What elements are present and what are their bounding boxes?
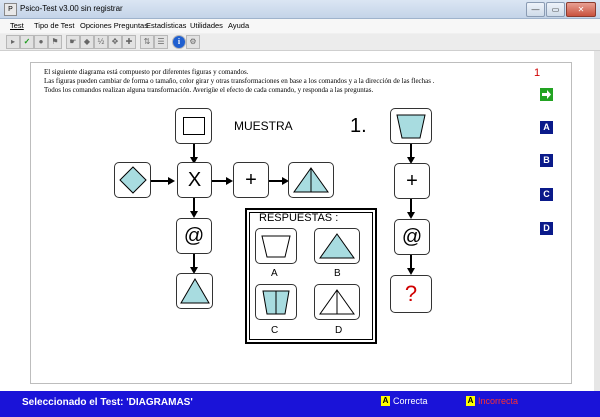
command-plus: + [406, 169, 418, 192]
menu-utilidades[interactable]: Utilidades [190, 21, 223, 30]
app-icon: P [4, 3, 17, 16]
split-triangle-shape [291, 165, 331, 195]
minimize-button[interactable]: — [526, 2, 545, 17]
instruction-line-3: Todos los comandos realizan alguna transformación. Averigüe el efecto de cada comando, y responda a las preguntas. [44, 86, 374, 94]
close-button[interactable]: ✕ [566, 2, 596, 17]
correct-legend-label: Correcta [393, 396, 428, 406]
toolbar [0, 34, 600, 51]
answer-d-label: D [335, 325, 343, 336]
unknown-symbol: ? [404, 281, 418, 306]
triangle-shape [179, 276, 211, 306]
instruction-line-2: Las figuras pueden cambiar de forma o tamaño, color girar y otras transformaciones en base a los comandos y a la dirección de las flechas . [44, 77, 435, 85]
problem-plus-box [394, 163, 430, 199]
command-at-box [176, 218, 212, 254]
list-icon[interactable]: ☰ [154, 35, 168, 49]
status-bar [0, 391, 600, 417]
split-trapezoid-shape [258, 287, 294, 317]
nav-button-d[interactable]: D [540, 222, 553, 235]
command-x-box [177, 162, 212, 198]
next-arrow-button[interactable] [540, 88, 553, 101]
answer-d-box[interactable] [314, 284, 360, 320]
problem-unknown-box [390, 275, 432, 313]
flag-icon[interactable]: ⚑ [48, 35, 62, 49]
answers-title: RESPUESTAS : [259, 212, 339, 224]
menu-estadisticas[interactable]: Estadísticas [146, 21, 187, 30]
info-icon[interactable]: i [172, 35, 186, 49]
start-icon[interactable]: ▸ [6, 35, 20, 49]
answer-b-box[interactable] [314, 228, 360, 264]
nav-button-a[interactable]: A [540, 121, 553, 134]
answer-c-label: C [271, 325, 279, 336]
nav-button-c[interactable]: C [540, 188, 553, 201]
correct-legend-icon: A [382, 396, 389, 405]
sort-icon[interactable]: ⇅ [140, 35, 154, 49]
fraction-icon[interactable]: ½ [94, 35, 108, 49]
problem-at-box [394, 219, 430, 255]
stop-icon[interactable]: ● [34, 35, 48, 49]
command-at: @ [401, 225, 423, 248]
command-plus: + [245, 168, 257, 191]
incorrect-legend-icon: A [467, 396, 474, 405]
menu-bar [0, 19, 600, 33]
triangle-shape [317, 231, 357, 261]
window-title: Psico-Test v3.00 sin registrar [20, 4, 123, 13]
menu-test[interactable]: Test [10, 21, 24, 30]
status-message: Seleccionado el Test: 'DIAGRAMAS' [22, 397, 193, 408]
answer-a-box[interactable] [255, 228, 297, 264]
menu-opciones-preguntas[interactable]: Opciones Preguntas [80, 21, 148, 30]
trapezoid-shape [393, 111, 429, 141]
nav-button-b[interactable]: B [540, 154, 553, 167]
problem-start-box [390, 108, 432, 144]
check-icon[interactable]: ✓ [20, 35, 34, 49]
answer-a-label: A [271, 268, 278, 279]
diamond-shape [118, 165, 148, 195]
answer-c-box[interactable] [255, 284, 297, 320]
incorrect-legend-label: Incorrecta [478, 396, 519, 406]
add-icon[interactable]: ✚ [122, 35, 136, 49]
command-plus-box [233, 162, 269, 198]
menu-ayuda[interactable]: Ayuda [228, 21, 250, 30]
sample-start-box [175, 108, 212, 144]
sample-diamond-box [114, 162, 151, 198]
sample-at-result-box [176, 273, 213, 309]
problem-label: 1. [350, 115, 367, 137]
command-at: @ [183, 224, 205, 247]
instruction-line-1: El siguiente diagrama está compuesto por diferentes figuras y comandos. [44, 68, 249, 76]
settings-icon[interactable]: ⚙ [186, 35, 200, 49]
question-number: 1 [534, 67, 541, 79]
answer-b-label: B [334, 268, 341, 279]
sample-result-box [288, 162, 334, 198]
split-triangle-outline-shape [317, 287, 357, 317]
title-bar [0, 0, 600, 19]
command-x: X [187, 168, 202, 191]
diamond-icon[interactable]: ◆ [80, 35, 94, 49]
move-icon[interactable]: ✥ [108, 35, 122, 49]
menu-tipo-de-test[interactable]: Tipo de Test [34, 21, 75, 30]
vertical-scrollbar[interactable] [594, 51, 600, 391]
muestra-label: MUESTRA [234, 119, 293, 133]
maximize-button[interactable]: ▭ [546, 2, 565, 17]
square-shape [183, 117, 205, 135]
arrow-right-icon [540, 88, 553, 101]
hint-icon[interactable]: ☛ [66, 35, 80, 49]
trapezoid-shape [258, 231, 294, 261]
